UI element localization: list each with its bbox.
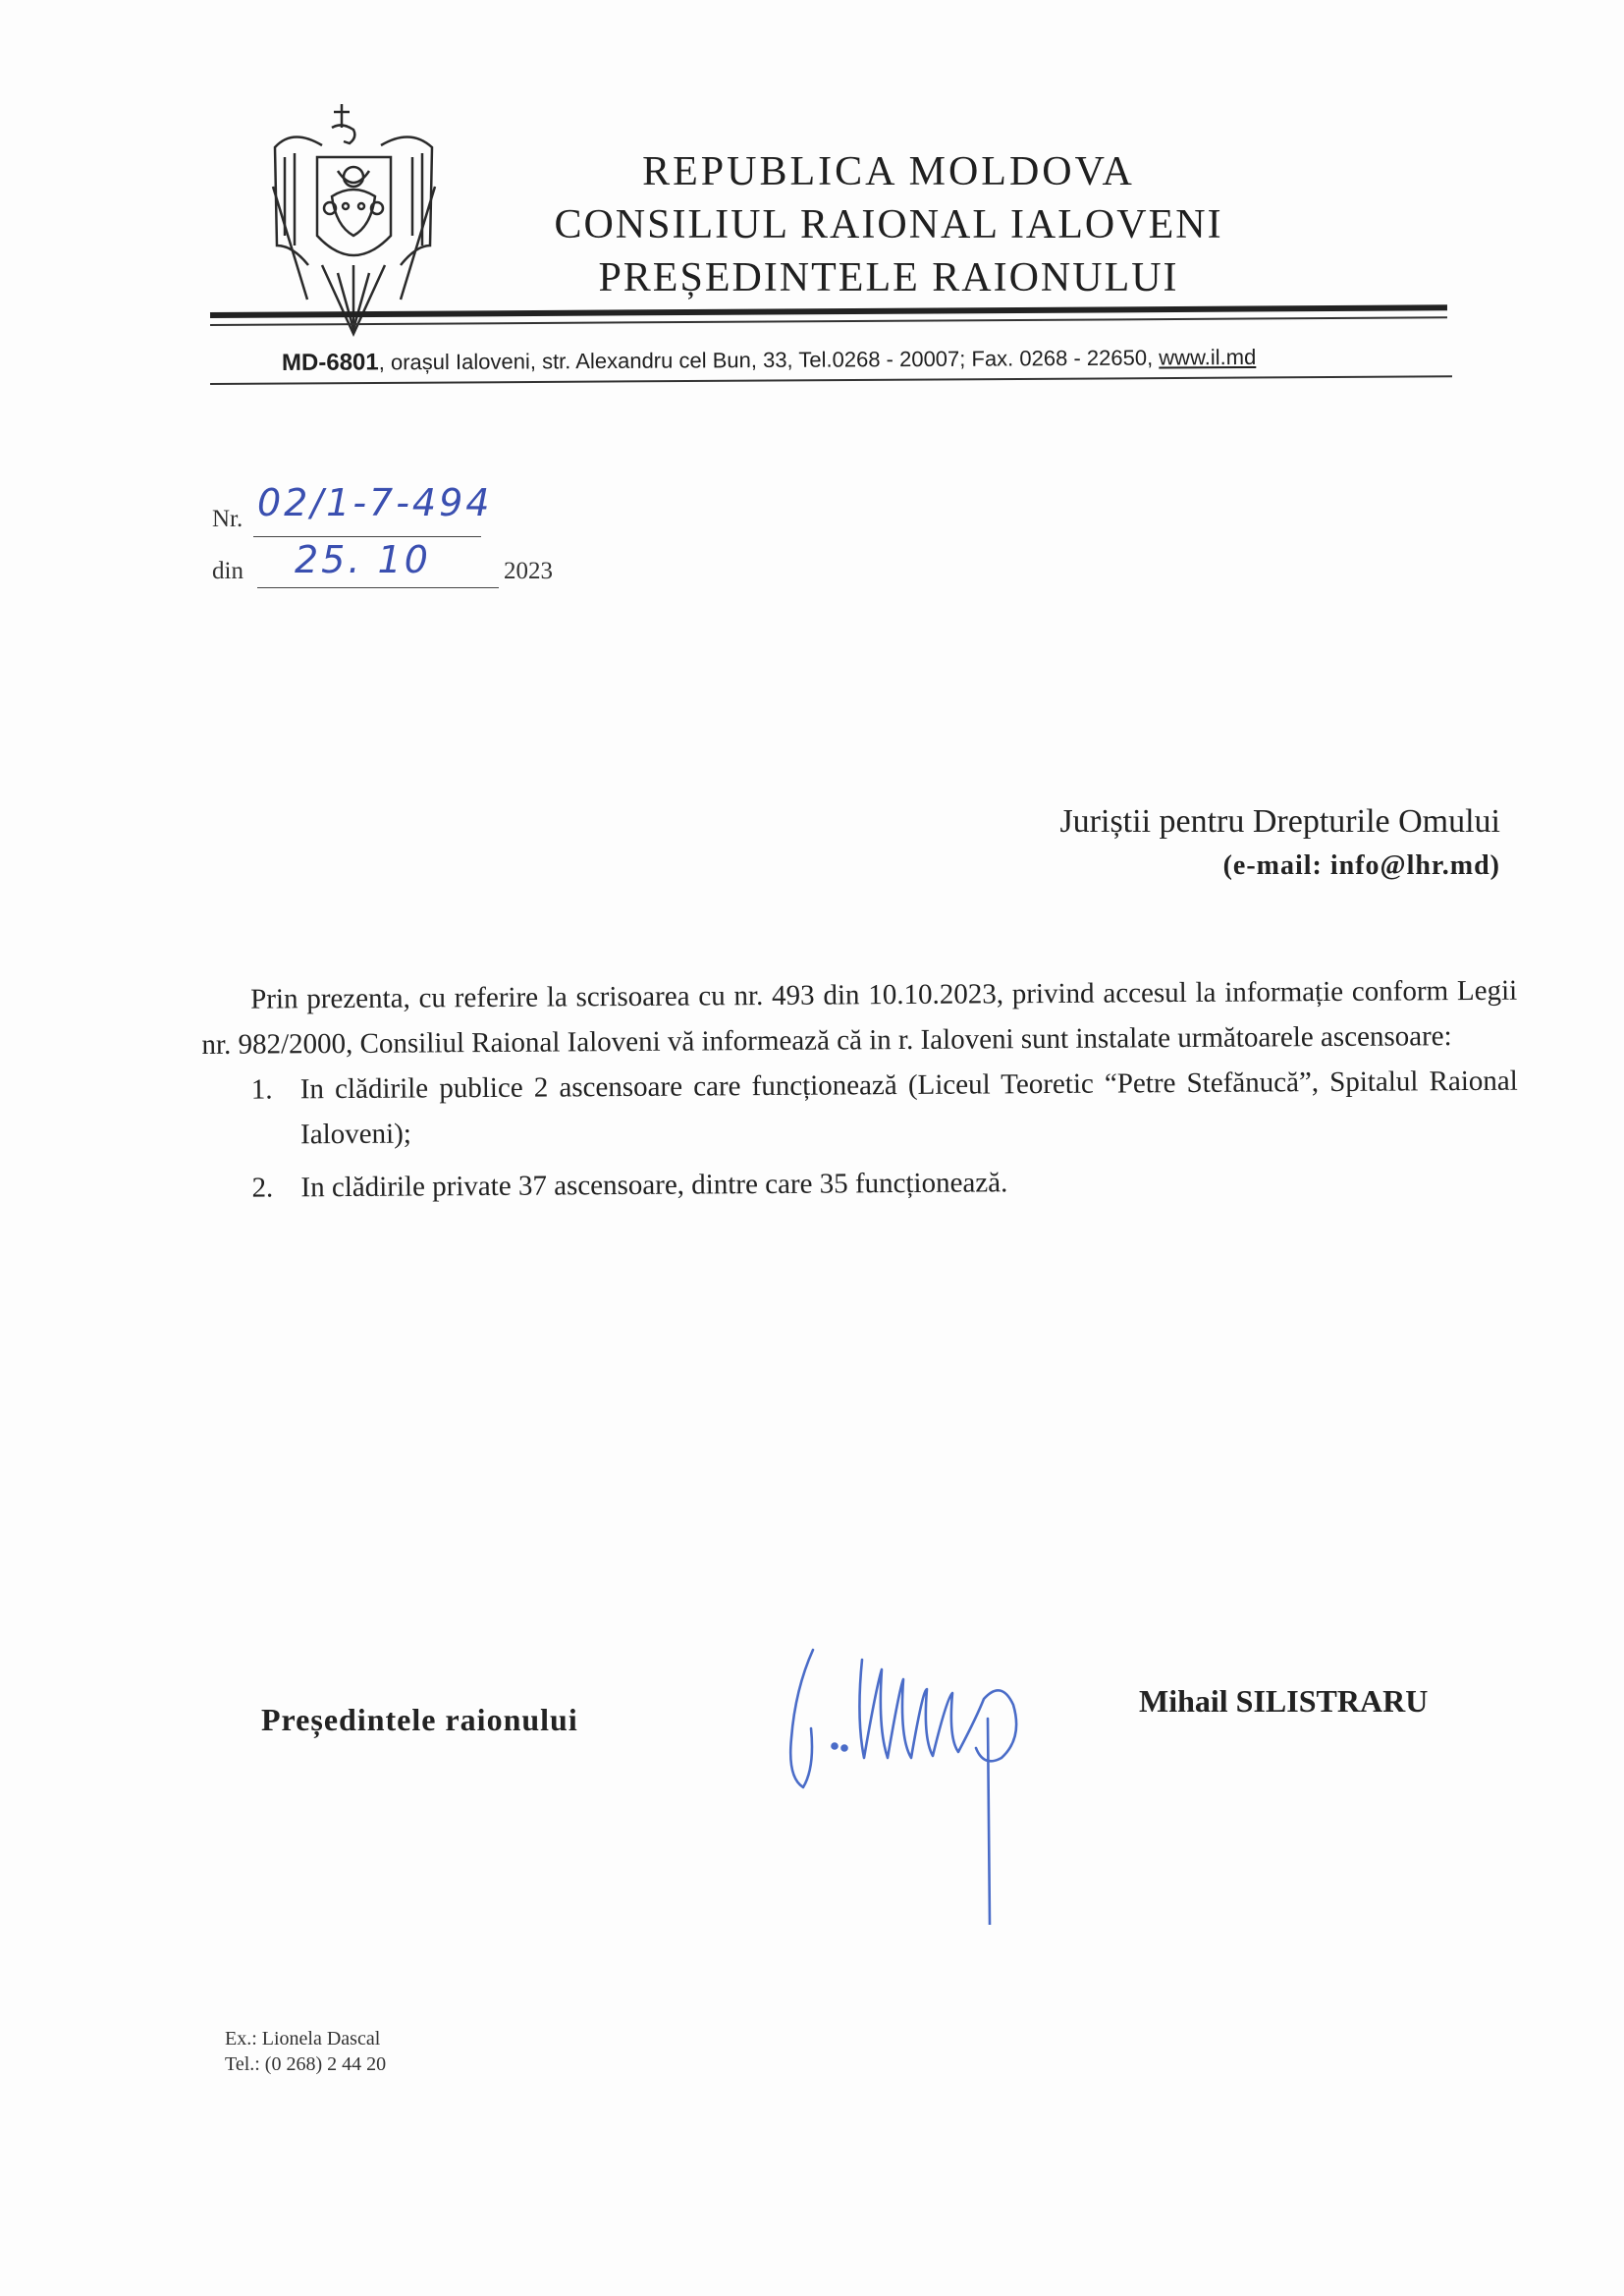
elevator-list [202,1059,1519,1211]
registration-number-label: Nr. [212,506,244,532]
address-details: , orașul Ialoveni, str. Alexandru cel Bun, 33, Tel.0268 - 20007; Fax. 0268 - 22650, [378,345,1160,375]
executor-name: Ex.: Lionela Dascal [225,2028,381,2050]
recipient-name: Juriștii pentru Drepturile Omului [1059,803,1500,840]
signatory-role: Președintele raionului [261,1702,578,1737]
letter-body [201,968,1519,1211]
body-paragraph: Prin prezenta, cu referire la scrisoarea cu nr. 493 din 10.10.2023, privind accesul la informație conform Legii nr. 982/2000, Consiliul Raional Ialoveni vă informează că in r. Ialoveni sunt instalate următoarele ascensoare: [201,974,1518,1061]
recipient-email: (e-mail: info@lhr.md) [1222,850,1500,881]
registration-date-label: din [212,558,244,584]
signatory-name: Mihail SILISTRARU [1139,1683,1429,1719]
letterhead-address [282,344,1256,377]
coat-of-arms-icon [263,98,445,344]
recipient-block [1059,803,1500,882]
list-item-text: In clădirile private 37 ascensoare, dintre care 35 funcționează. [300,1167,1008,1204]
registration-date-handwritten: 25. 10 [295,538,431,581]
list-item [202,1157,1518,1211]
list-item-number: 2. [251,1172,274,1204]
registration-number-handwritten: 02/1-7-494 [257,481,493,524]
executor-phone: Tel.: (0 268) 2 44 20 [225,2053,387,2075]
header-council: CONSILIUL RAIONAL IALOVENI [554,202,1223,247]
registration-date-line [257,587,499,588]
list-item [202,1059,1519,1158]
letterhead-title [447,145,1330,304]
executor-info [225,2026,386,2077]
registration-year: 2023 [504,558,553,584]
list-item-number: 1. [250,1073,273,1106]
handwritten-signature-icon [766,1630,1080,1925]
postal-code: MD-6801 [281,349,379,376]
header-country: REPUBLICA MOLDOVA [642,149,1135,194]
address-divider [210,375,1452,385]
header-office: PREȘEDINTELE RAIONULUI [598,255,1179,301]
registration-number-line [253,536,481,537]
list-item-text: In clădirile publice 2 ascensoare care funcționează (Liceul Teoretic “Petre Stefănucă”, Spitalul Raional Ialoveni); [299,1065,1518,1151]
website-link[interactable]: www.il.md [1159,344,1257,370]
